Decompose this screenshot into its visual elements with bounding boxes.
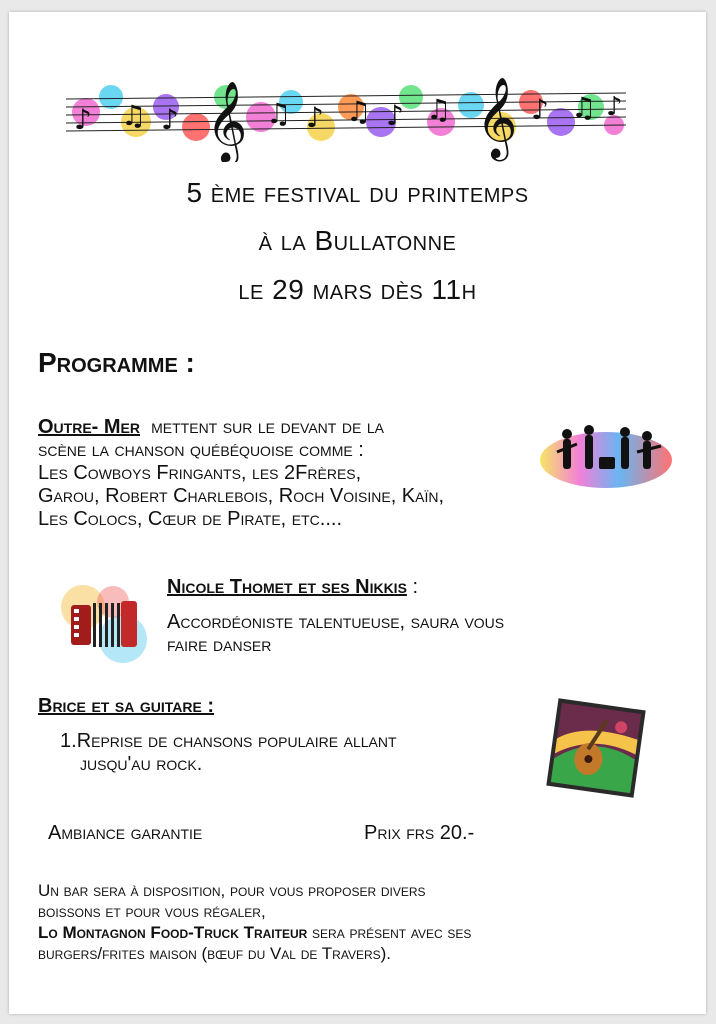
svg-text:♪: ♪ bbox=[161, 103, 179, 136]
svg-text:♪: ♪ bbox=[531, 93, 549, 126]
price-text: Prix frs 20.- bbox=[364, 822, 475, 844]
programme-heading: Programme : bbox=[38, 347, 195, 378]
act1-line1: mettent sur le devant de la bbox=[151, 416, 385, 438]
svg-text:♫: ♫ bbox=[121, 99, 147, 132]
ambiance-text: Ambiance garantie bbox=[48, 822, 203, 844]
svg-text:♫: ♫ bbox=[346, 95, 372, 128]
act3-line2: jusqu'au rock. bbox=[80, 753, 203, 775]
act2-block bbox=[167, 576, 657, 657]
footer-line3: sera présent avec ses bbox=[312, 923, 472, 942]
act3-block bbox=[38, 695, 538, 776]
act1-block bbox=[38, 416, 558, 531]
svg-text:♪: ♪ bbox=[74, 103, 92, 136]
act3-name: Brice et sa guitare : bbox=[38, 695, 215, 717]
act2-colon: : bbox=[412, 576, 419, 598]
title-line-1: 5 ème festival du printemps bbox=[186, 177, 529, 208]
act3-item-number: 1. bbox=[60, 730, 77, 752]
food-truck-name: Lo Montagnon Food-Truck Traiteur bbox=[38, 923, 308, 942]
svg-text:♫: ♫ bbox=[266, 97, 292, 130]
music-notes-banner bbox=[66, 67, 626, 162]
act1-name: Outre- Mer bbox=[38, 416, 140, 438]
act1-line5: Les Colocs, Cœur de Pirate, etc.... bbox=[38, 508, 343, 530]
svg-text:♪: ♪ bbox=[606, 92, 623, 122]
svg-text:♪: ♪ bbox=[306, 101, 324, 134]
act2-line1: Accordéoniste talentueuse, saura vous bbox=[167, 611, 505, 633]
footer-line2: boissons et pour vous régaler, bbox=[38, 902, 266, 921]
title-line-3: le 29 mars dès 11h bbox=[238, 274, 477, 305]
act1-line2: scène la chanson québéquoise comme : bbox=[38, 439, 364, 461]
act2-line2: faire danser bbox=[167, 634, 272, 656]
title-line-2: à la Bullatonne bbox=[258, 225, 457, 256]
footer-block bbox=[38, 880, 678, 964]
band-silhouette-image bbox=[537, 412, 675, 494]
act3-line1: Reprise de chansons populaire allant bbox=[76, 730, 397, 752]
act1-line3: Les Cowboys Fringants, les 2Frères, bbox=[38, 462, 362, 484]
svg-text:♫: ♫ bbox=[571, 91, 597, 124]
guitar-image bbox=[542, 694, 650, 802]
act2-name: Nicole Thomet et ses Nikkis bbox=[167, 576, 407, 598]
flyer-page bbox=[9, 12, 706, 1014]
svg-text:♪: ♪ bbox=[386, 99, 404, 132]
act1-line4: Garou, Robert Charlebois, Roch Voisine, Kaïn, bbox=[38, 485, 445, 507]
accordion-image bbox=[53, 577, 153, 669]
footer-line4: burgers/frites maison (bœuf du Val de Travers). bbox=[38, 944, 392, 963]
svg-text:𝄞: 𝄞 bbox=[476, 76, 518, 158]
footer-line1: Un bar sera à disposition, pour vous proposer divers bbox=[38, 881, 426, 900]
svg-text:♫: ♫ bbox=[426, 93, 452, 126]
svg-text:𝄞: 𝄞 bbox=[206, 80, 248, 162]
